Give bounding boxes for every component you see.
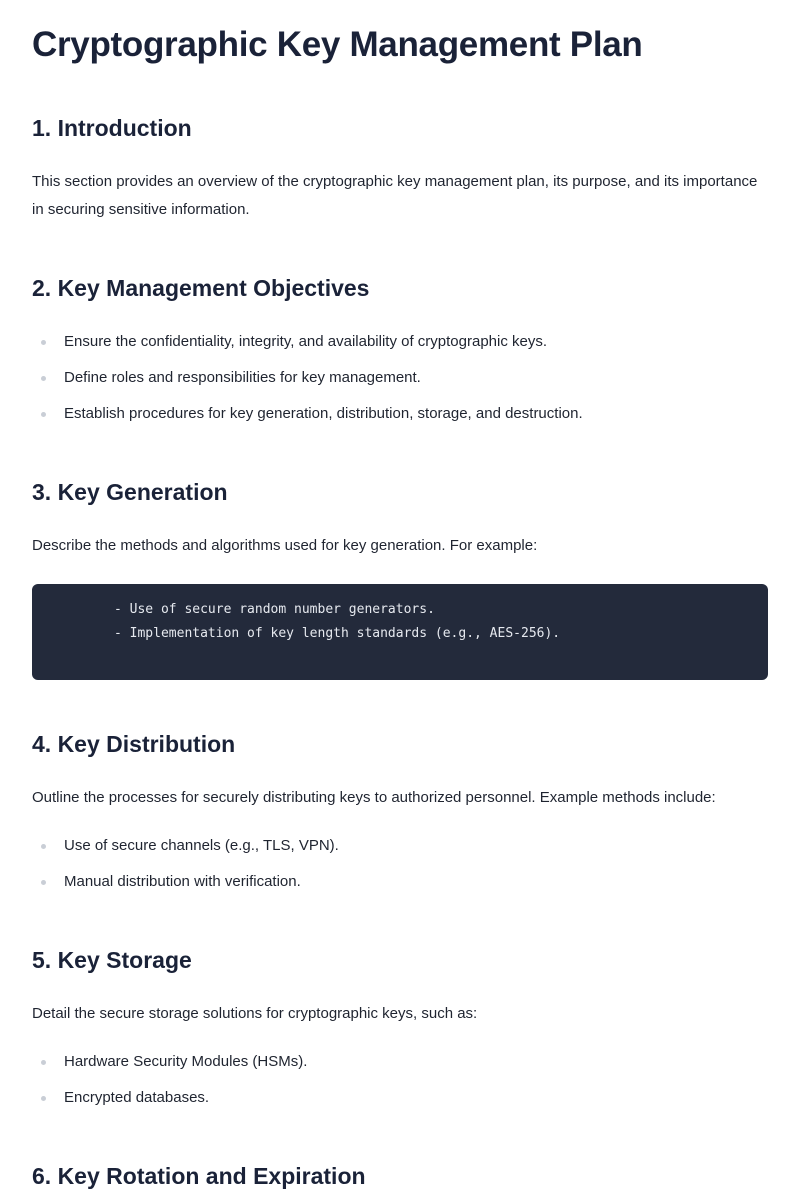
section-heading: 6. Key Rotation and Expiration <box>32 1163 366 1189</box>
list-item: Manual distribution with verification. <box>32 870 768 894</box>
section-introduction <box>32 112 768 224</box>
section-paragraph: This section provides an overview of the cryptographic key management plan, its purpose, and its importance in securing sensitive information. <box>32 173 758 218</box>
list-item: Encrypted databases. <box>32 1086 768 1110</box>
code-line: - Use of secure random number generators. <box>114 602 435 617</box>
section-key-rotation <box>32 1160 768 1192</box>
section-heading: 2. Key Management Objectives <box>32 275 370 301</box>
section-heading: 1. Introduction <box>32 115 192 141</box>
code-block <box>32 584 768 680</box>
list-item: Use of secure channels (e.g., TLS, VPN). <box>32 834 768 858</box>
section-heading: 4. Key Distribution <box>32 731 236 757</box>
section-paragraph: Detail the secure storage solutions for cryptographic keys, such as: <box>32 1005 478 1022</box>
code-line: - Implementation of key length standards (e.g., AES-256). <box>114 626 561 641</box>
document-title: Cryptographic Key Management Plan <box>32 25 643 64</box>
section-key-storage <box>32 944 768 1122</box>
objectives-list <box>32 330 768 426</box>
storage-list <box>32 1050 768 1110</box>
section-key-distribution <box>32 728 768 906</box>
list-item: Establish procedures for key generation, distribution, storage, and destruction. <box>32 402 768 426</box>
list-item: Ensure the confidentiality, integrity, and availability of cryptographic keys. <box>32 330 768 354</box>
section-heading: 5. Key Storage <box>32 947 192 973</box>
list-item: Hardware Security Modules (HSMs). <box>32 1050 768 1074</box>
section-paragraph: Outline the processes for securely distributing keys to authorized personnel. Example methods include: <box>32 789 716 806</box>
section-paragraph: Describe the methods and algorithms used for key generation. For example: <box>32 537 538 554</box>
distribution-list <box>32 834 768 894</box>
section-heading: 3. Key Generation <box>32 479 228 505</box>
list-item: Define roles and responsibilities for key management. <box>32 366 768 390</box>
section-objectives <box>32 272 768 438</box>
section-key-generation <box>32 476 768 680</box>
